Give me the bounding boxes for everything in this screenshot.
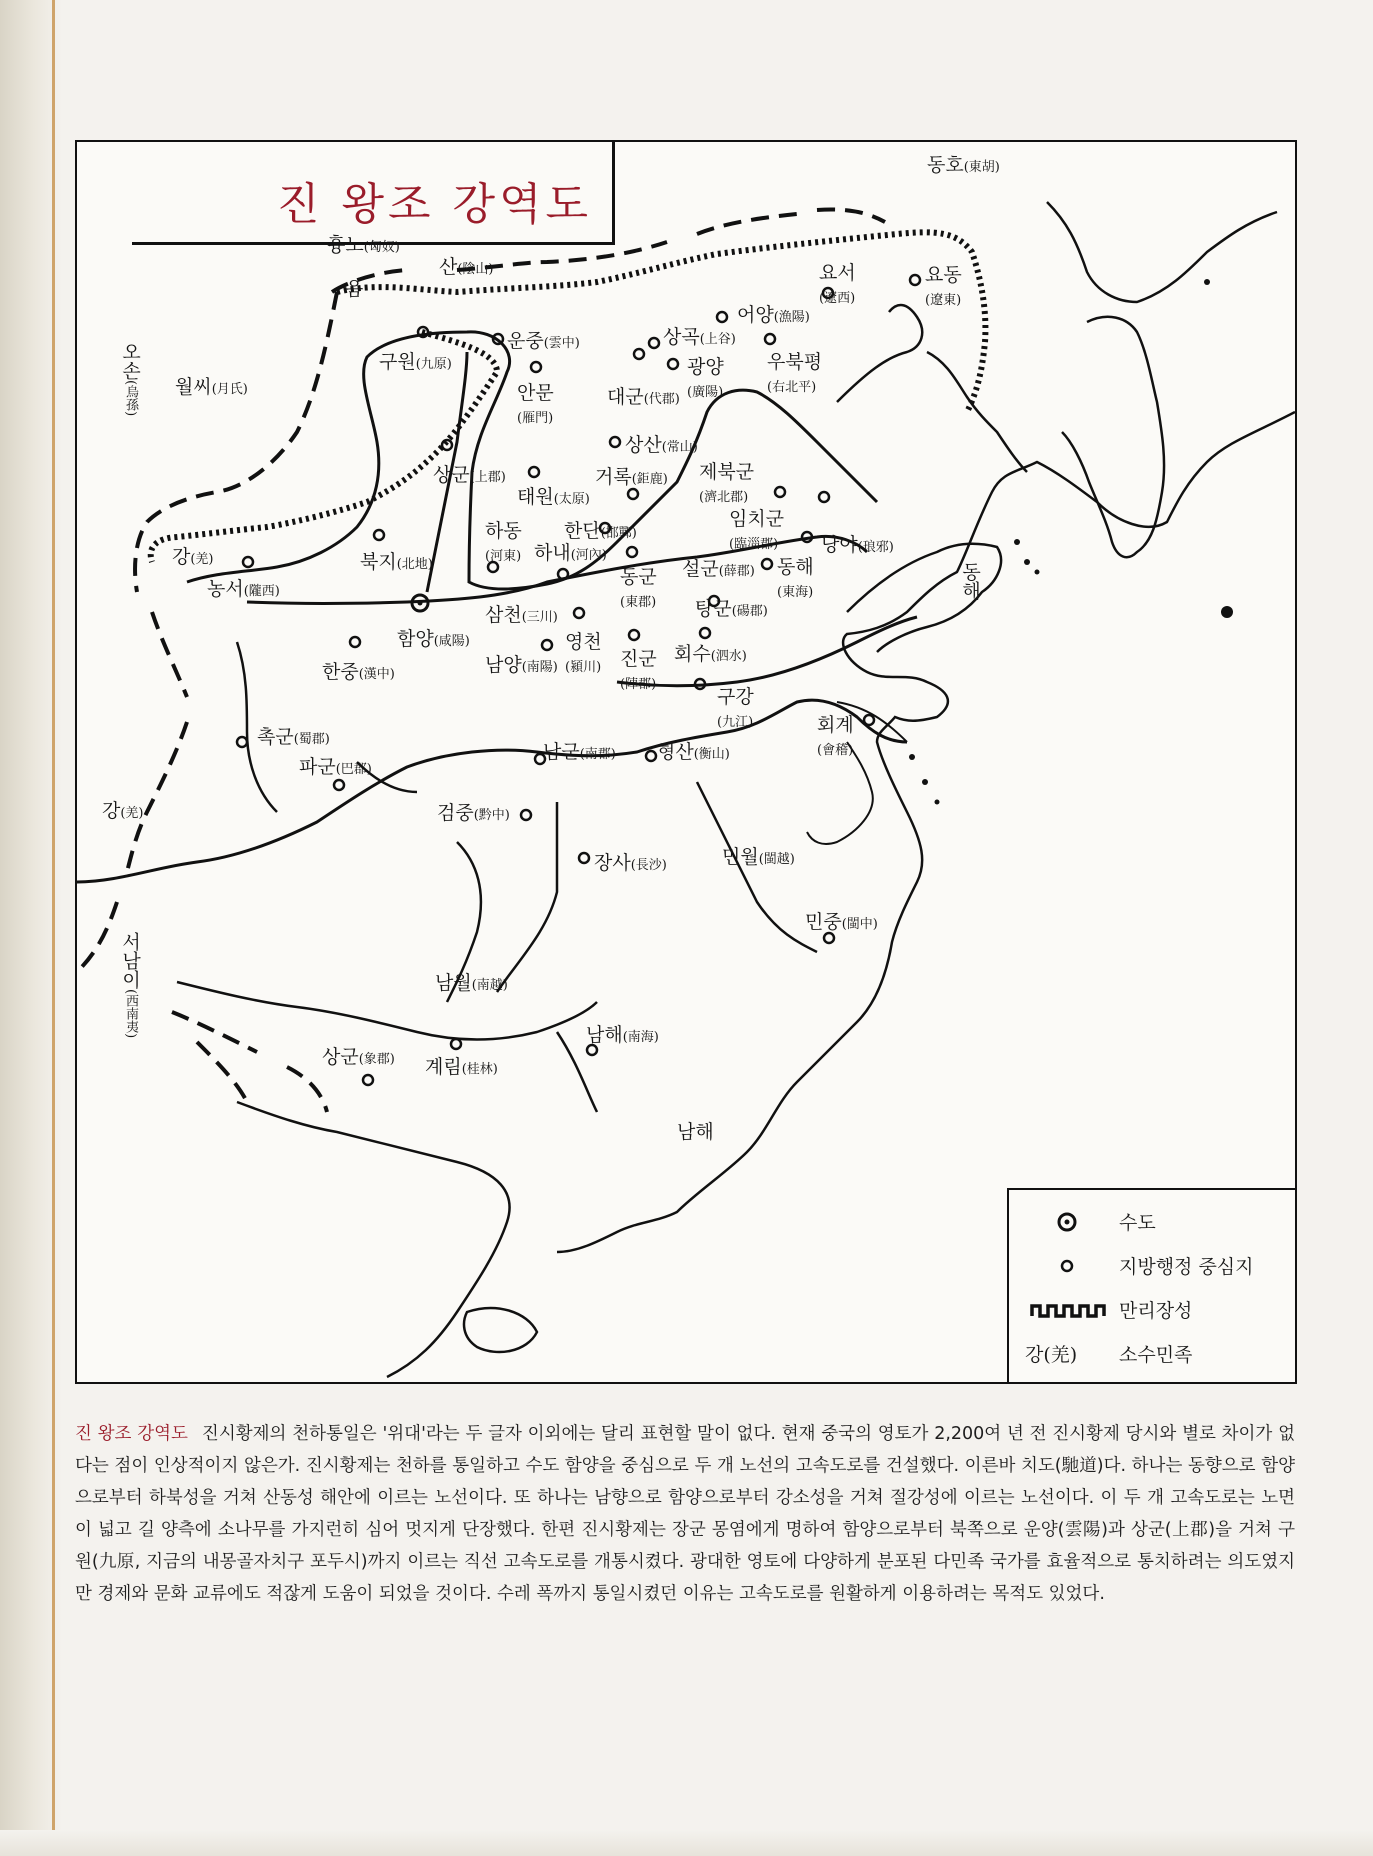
legend-admin-label: 지방행정 중심지 [1119,1256,1254,1278]
label-jibei: 제북군 (濟北郡) [699,461,755,505]
admin-center-dongjun [627,547,637,557]
label-hengshan: 형산(衡山) [657,741,730,763]
spine-edge [52,0,55,1856]
label-jiujiang: 구강 (九江) [717,686,754,730]
admin-center-qianzhong [521,810,531,820]
admin-center-linzi [819,492,829,502]
label-guilin: 계림(桂林) [425,1056,498,1078]
label-hedong: 하동 (河東) [485,520,522,564]
label-langya: 낭야(琅邪) [821,534,894,556]
map-frame [75,140,1297,1384]
island [1204,279,1210,285]
label-dongjun: 동군 (東郡) [620,566,657,610]
label-qiang-south: 강(羌) [102,800,144,822]
label-yinshan-2: 산(陰山) [439,256,494,278]
label-changsha: 장사(長沙) [594,852,667,874]
label-handan: 한단(邯鄲) [564,520,637,542]
admin-center-xiangjun [363,1075,373,1085]
label-yuezhi: 월씨(月氏) [175,376,248,398]
label-yanmen: 안문 (雁門) [517,382,554,426]
admin-center-nanyang [629,630,639,640]
label-kuaiji: 회계 (會稽) [817,714,854,758]
label-shujun: 촉군(蜀郡) [257,726,330,748]
admin-center-taiyuan [529,467,539,477]
admin-center-guilin [451,1039,461,1049]
label-xiongnu: 흉노(匈奴) [327,234,400,256]
label-yingchuan: 영천 (潁川) [565,631,602,675]
island [922,779,928,785]
label-sishui: 회수(泗水) [674,643,747,665]
label-minyue: 민월(閩越) [722,846,795,868]
label-xuejun: 설군(薛郡) [682,558,755,580]
legend-minority-symbol: 강(羌) [1025,1344,1078,1366]
label-dangjun: 탕군(碭郡) [695,598,768,620]
coastline [557,412,1295,1252]
label-nanhai-commandery: 남해(南海) [586,1024,659,1046]
label-yuyang: 어양(漁陽) [737,304,810,326]
admin-center-shujun [237,737,247,747]
admin-center-shanggu [649,338,659,348]
label-guangyang: 광양 (廣陽) [687,356,724,400]
legend-capital-label: 수도 [1119,1212,1156,1234]
label-shanggu: 상곡(上谷) [663,326,736,348]
label-xinanyi: 서남이(西南夷) [119,932,141,1039]
admin-center-changshan [610,437,620,447]
admin-center-changsha [579,853,589,863]
island [1024,559,1030,565]
label-hanzhong: 한중(漢中) [322,661,395,683]
liaodong-coast [837,305,1027,472]
admin-center-hengshan [646,751,656,761]
label-donghae-sea: 동해 [959,562,981,600]
label-minzhong: 민중(閩中) [805,911,878,933]
admin-center-chenjun [700,628,710,638]
label-bajun: 파군(巴郡) [299,756,372,778]
capital-marker-center [418,601,423,606]
label-beidi: 북지(北地) [360,551,433,573]
admin-center-bajun [334,780,344,790]
admin-center-youbeiping [765,334,775,344]
label-shangjun: 상군(上郡) [433,464,506,486]
label-sanchuan: 삼천(三川) [485,604,558,626]
huai-river [617,617,917,686]
admin-center-beidi [374,530,384,540]
admin-center-guangyang [668,359,678,369]
label-yunzhong: 운중(雲中) [507,330,580,352]
label-liaoxi: 요서 (遼西) [819,262,856,306]
southwest-boundary [172,1012,327,1112]
admin-center-symbol-icon [1027,1252,1117,1280]
label-jiuyuan: 구원(九原) [379,351,452,373]
page-bottom-edge [0,1830,1373,1856]
admin-center-yanmen [531,362,541,372]
label-henei: 하내(河內) [534,542,607,564]
admin-center-daijun [634,349,644,359]
admin-center-xuejun [762,559,772,569]
manchuria-river [1047,202,1277,302]
great-wall-symbol-icon [1027,1296,1117,1324]
admin-center-kuaiji [864,715,874,725]
map-legend [1007,1188,1297,1384]
label-qiang-north: 강(羌) [172,546,214,568]
admin-center-yuyang [717,312,727,322]
label-nanyang: 남양(南陽) [485,654,558,676]
capital-symbol-icon [1027,1208,1117,1236]
label-nanhae-sea: 남해 [677,1121,714,1143]
label-linzi: 임치군 (臨淄郡) [729,508,785,552]
legend-row-capital [1009,1202,1297,1242]
map-title: 진 왕조 강역도 [277,179,592,230]
label-changshan: 상산(常山) [625,434,698,456]
label-nanjun: 남군(南郡) [543,741,616,763]
label-daijun: 대군(代郡) [607,386,680,408]
label-qianzhong: 검중(黔中) [437,802,510,824]
admin-center-longxi [243,557,253,567]
label-liaodong: 요동 (遼東) [925,264,962,308]
label-chenjun: 진군 (陣郡) [620,648,657,692]
legend-minority-label: 소수민족 [1119,1344,1193,1366]
legend-wall-label: 만리장성 [1119,1300,1193,1322]
caption-text: 진시황제의 천하통일은 '위대'라는 두 글자 이외에는 달리 표현할 말이 없다. 현재 중국의 영토가 2,200여 년 전 진시황제 당시와 별로 차이가 없다는 점이 인상적이지 않은가. 진시황제는 천하를 통일하고 수도 함양을 중심으로 두 개 노선의 고속도로를 건설했다. 이른바 치도(馳道)다. 하나는 동향으로 함양으로부터 하북성을 거쳐 산동성 해안에 이르는 노선이다. 또 하나는 남향으로 함양으로부터 강소성을 거쳐 절강성에 이르는 노선이다. 이 두 개 고속도로는 노면이 넓고 길 양측에 소나무를 가지런히 심어 멋지게 단장했다. 한편 진시황제는 장군 몽염에게 명하여 함양으로부터 북쪽으로 운양(雲陽)과 상군(上郡)을 거쳐 구원(九原, 지금의 내몽골자치구 포두시)까지 이르는 직선 고속도로를 개통시켰다. 광대한 영토에 다양하게 분포된 다민족 국가를 효율적으로 통치하려는 의도였지만 경제와 문화 교류에도 적잖게 도움이 되었을 것이다. 수레 폭까지 통일시켰던 이유는 고속도로를 원활하게 이용하려는 목적도 있었다. [75,1424,1295,1604]
south-coast [237,1102,510,1377]
caption-title: 진 왕조 강역도 [75,1424,188,1444]
hainan [464,1308,537,1352]
legend-row-minority [1009,1334,1297,1374]
admin-center-jibei [775,487,785,497]
legend-row-admin [1009,1246,1297,1286]
admin-center-julu [628,489,638,499]
admin-center-minzhong [824,933,834,943]
island [909,754,915,760]
island [1221,606,1233,618]
label-xianyang: 함양(咸陽) [397,628,470,650]
label-youbeiping: 우북평 (右北平) [767,351,823,395]
admin-center-sanchuan [574,608,584,618]
legend-row-wall [1009,1290,1297,1330]
label-donghai-commandery: 동해 (東海) [777,556,814,600]
island [1014,539,1020,545]
label-yinshan-1: 음 [345,278,364,300]
island [1035,570,1040,575]
label-julu: 거록(鉅鹿) [595,466,668,488]
label-nanyue: 남월(南越) [435,972,508,994]
korea-coast [1062,317,1164,557]
admin-center-hanzhong [350,637,360,647]
label-donghu: 동호(東胡) [927,154,1000,176]
label-longxi: 농서(隴西) [207,578,280,600]
label-wusun: 오손(烏孫) [119,342,141,417]
label-taiyuan: 태원(太原) [517,486,590,508]
map-caption [75,1418,1295,1610]
island [935,800,940,805]
label-xiangjun: 상군(象郡) [322,1046,395,1068]
admin-center-yingchuan [542,640,552,650]
admin-center-liaodong [910,275,920,285]
